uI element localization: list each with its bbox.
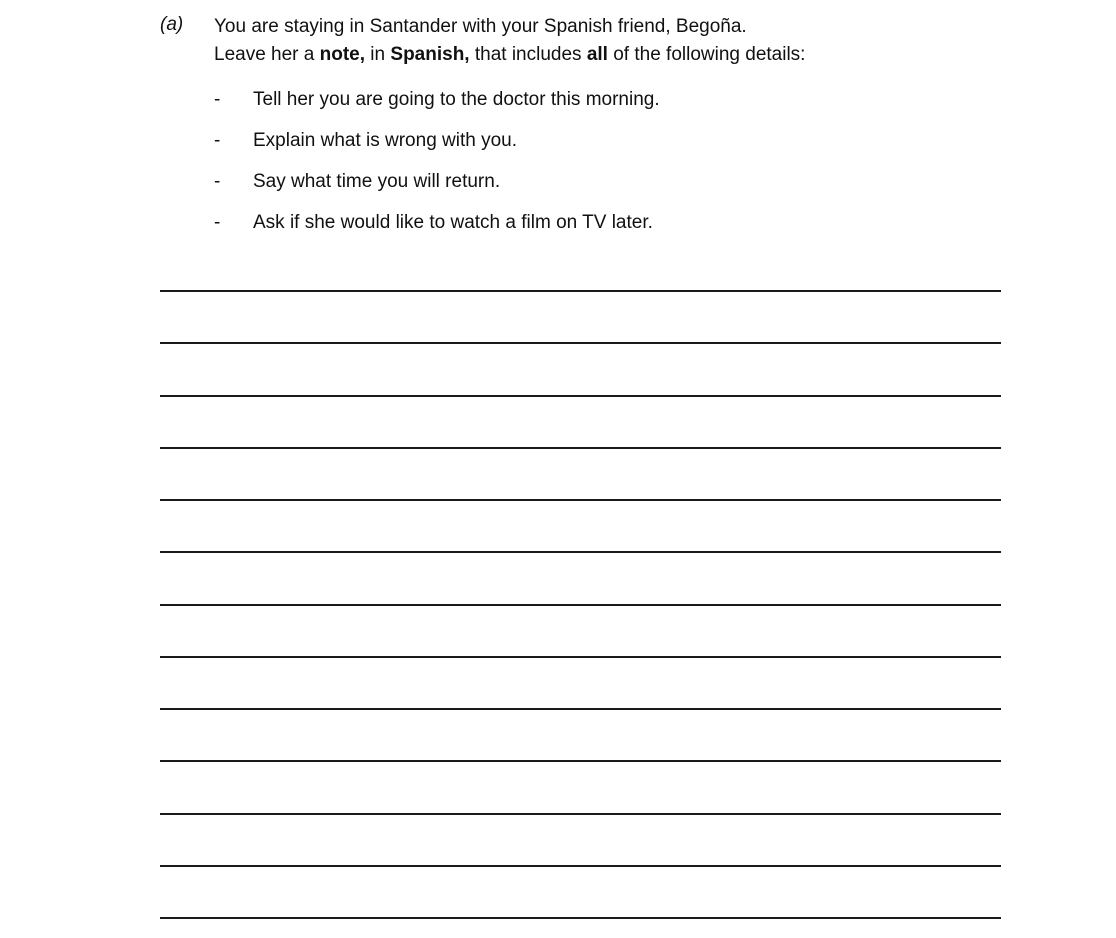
detail-text: Say what time you will return. [253, 171, 501, 192]
bullet-dash: - [214, 212, 221, 233]
answer-line [160, 917, 1001, 919]
detail-text: Explain what is wrong with you. [253, 130, 518, 151]
answer-line [160, 395, 1001, 397]
detail-text: Ask if she would like to watch a film on TV later. [253, 212, 653, 233]
answer-line [160, 551, 1001, 553]
intro-bold-note: note, [319, 44, 366, 65]
answer-line [160, 604, 1001, 606]
intro-text-2: in [365, 44, 391, 65]
intro-bold-spanish: Spanish, [390, 44, 470, 65]
answer-writing-area[interactable] [160, 0, 1001, 938]
intro-text-1: Leave her a [214, 44, 320, 65]
answer-line [160, 290, 1001, 292]
answer-line [160, 760, 1001, 762]
answer-line [160, 708, 1001, 710]
intro-bold-all: all [586, 44, 608, 65]
bullet-dash: - [214, 89, 221, 110]
question-label: (a) [160, 14, 184, 35]
bullet-dash: - [214, 130, 221, 151]
intro-line-1: You are staying in Santander with your Spanish friend, Begoña. [214, 16, 747, 37]
bullet-dash: - [214, 171, 221, 192]
answer-line [160, 813, 1001, 815]
intro-text-3: that includes [469, 44, 587, 65]
answer-line [160, 447, 1001, 449]
intro-text-4: of the following details: [607, 44, 806, 65]
answer-line [160, 656, 1001, 658]
answer-line [160, 865, 1001, 867]
answer-line [160, 499, 1001, 501]
answer-line [160, 342, 1001, 344]
detail-text: Tell her you are going to the doctor this morning. [253, 89, 660, 110]
